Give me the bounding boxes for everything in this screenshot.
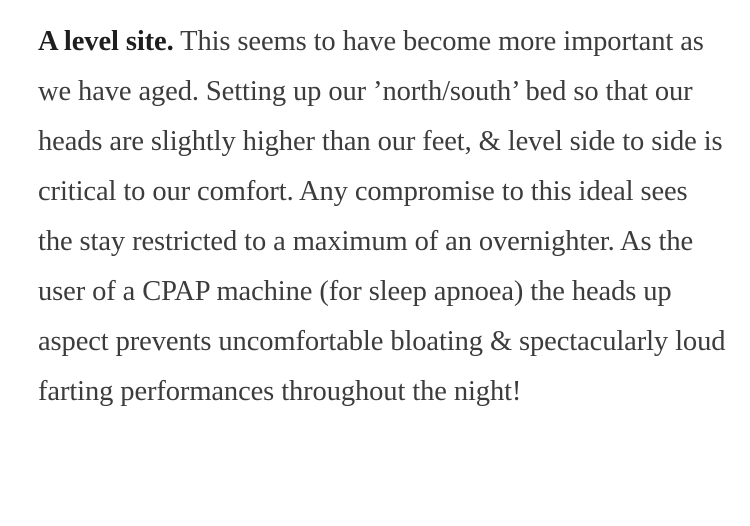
paragraph-body: This seems to have become more important as we have aged. Setting up our ’north/south’ bed so that our heads are slightly higher than our feet, & level side to side is critical to our comfort. Any compromise to this ideal sees the stay restricted to a maximum of an overnighter. As the user of a CPAP machine (for sleep apnoea) the heads up aspect prevents uncomfortable bloating & spectacularly loud farting performances throughout the night! bbox=[38, 26, 726, 407]
article-paragraph bbox=[38, 17, 728, 417]
paragraph-lead: A level site. bbox=[38, 26, 174, 57]
